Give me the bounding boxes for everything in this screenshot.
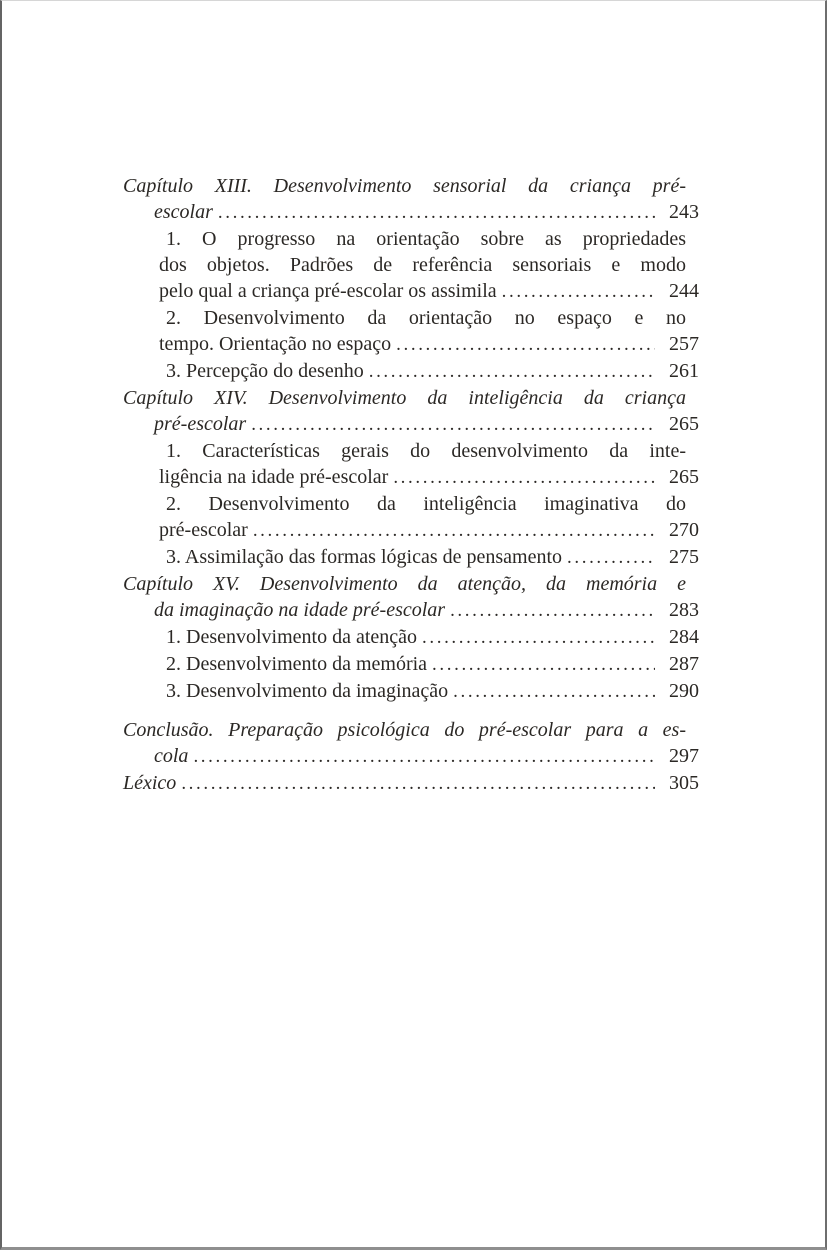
toc-page-number: 261: [669, 360, 699, 382]
toc-line-text: pelo qual a criança pré-escolar os assimila: [159, 280, 497, 302]
toc-item-14-3: [123, 544, 699, 571]
toc-page-number: 290: [669, 680, 699, 702]
toc-item-13-1-line-1: 1. O progresso na orientação sobre as propriedades: [166, 228, 686, 250]
dot-leader: [369, 358, 655, 385]
toc-item-14-1-line-2: [123, 464, 699, 491]
toc-page-number: 284: [669, 626, 699, 648]
toc-line-text: Léxico: [123, 772, 177, 794]
toc-page-number: 283: [669, 599, 699, 621]
toc-chapter-15-line-1: Capítulo XV. Desenvolvimento da atenção, da memória e: [123, 573, 686, 595]
dot-leader: [251, 411, 655, 438]
toc-item-13-2-line-2: [123, 331, 699, 358]
table-of-contents: [123, 1, 699, 797]
toc-page-number: 270: [669, 519, 699, 541]
toc-line-text: cola: [154, 745, 189, 767]
toc-page-number: 275: [669, 546, 699, 568]
dot-leader: [193, 743, 655, 770]
toc-chapter-13-line-2: [123, 199, 699, 226]
toc-line-text: da imaginação na idade pré-escolar: [154, 599, 446, 621]
dot-leader: [502, 278, 655, 305]
toc-item-13-1-line-2: dos objetos. Padrões de referência sensoriais e modo: [159, 254, 686, 276]
dot-leader: [422, 624, 655, 651]
toc-item-13-1-line-3: [123, 278, 699, 305]
toc-item-13-3: [123, 358, 699, 385]
toc-page-number: 287: [669, 653, 699, 675]
dot-leader: [181, 770, 655, 797]
toc-item-13-2-line-1: 2. Desenvolvimento da orientação no espaço e no: [166, 307, 686, 329]
dot-leader: [450, 597, 655, 624]
dot-leader: [453, 678, 655, 705]
toc-page-number: 305: [669, 772, 699, 794]
toc-line-text: 1. Desenvolvimento da atenção: [166, 626, 418, 648]
toc-chapter-14-line-1: Capítulo XIV. Desenvolvimento da inteligência da criança: [123, 387, 686, 409]
toc-page-number: 265: [669, 466, 699, 488]
dot-leader: [396, 331, 655, 358]
toc-item-14-1-line-1: 1. Características gerais do desenvolvimento da inte-: [166, 440, 686, 462]
dot-leader: [253, 517, 655, 544]
toc-item-14-2-line-1: 2. Desenvolvimento da inteligência imaginativa do: [166, 493, 686, 515]
section-gap: [123, 705, 699, 717]
toc-chapter-14-line-2: [123, 411, 699, 438]
toc-lexico-line: [123, 770, 699, 797]
toc-line-text: tempo. Orientação no espaço: [159, 333, 392, 355]
toc-conclusion-line-2: [123, 743, 699, 770]
dot-leader: [432, 651, 655, 678]
toc-chapter-13-line-1: Capítulo XIII. Desenvolvimento sensorial da criança pré-: [123, 175, 686, 197]
toc-line-text: pré-escolar: [154, 413, 247, 435]
dot-leader: [393, 464, 655, 491]
toc-conclusion-line-1: Conclusão. Preparação psicológica do pré-escolar para a es-: [123, 719, 686, 741]
toc-page-number: 257: [669, 333, 699, 355]
dot-leader: [567, 544, 655, 571]
toc-page-number: 243: [669, 201, 699, 223]
toc-page-number: 265: [669, 413, 699, 435]
toc-line-text: ligência na idade pré-escolar: [159, 466, 389, 488]
toc-chapter-15-line-2: [123, 597, 699, 624]
dot-leader: [218, 199, 655, 226]
toc-item-15-3: [123, 678, 699, 705]
toc-line-text: pré-escolar: [159, 519, 248, 541]
toc-line-text: 3. Assimilação das formas lógicas de pensamento: [166, 546, 563, 568]
toc-item-14-2-line-2: [123, 517, 699, 544]
toc-page-number: 244: [669, 280, 699, 302]
toc-item-15-1: [123, 624, 699, 651]
toc-line-text: 3. Desenvolvimento da imaginação: [166, 680, 449, 702]
toc-page-number: 297: [669, 745, 699, 767]
toc-item-15-2: [123, 651, 699, 678]
toc-line-text: escolar: [154, 201, 213, 223]
toc-line-text: 3. Percepção do desenho: [166, 360, 364, 382]
toc-line-text: 2. Desenvolvimento da memória: [166, 653, 428, 675]
